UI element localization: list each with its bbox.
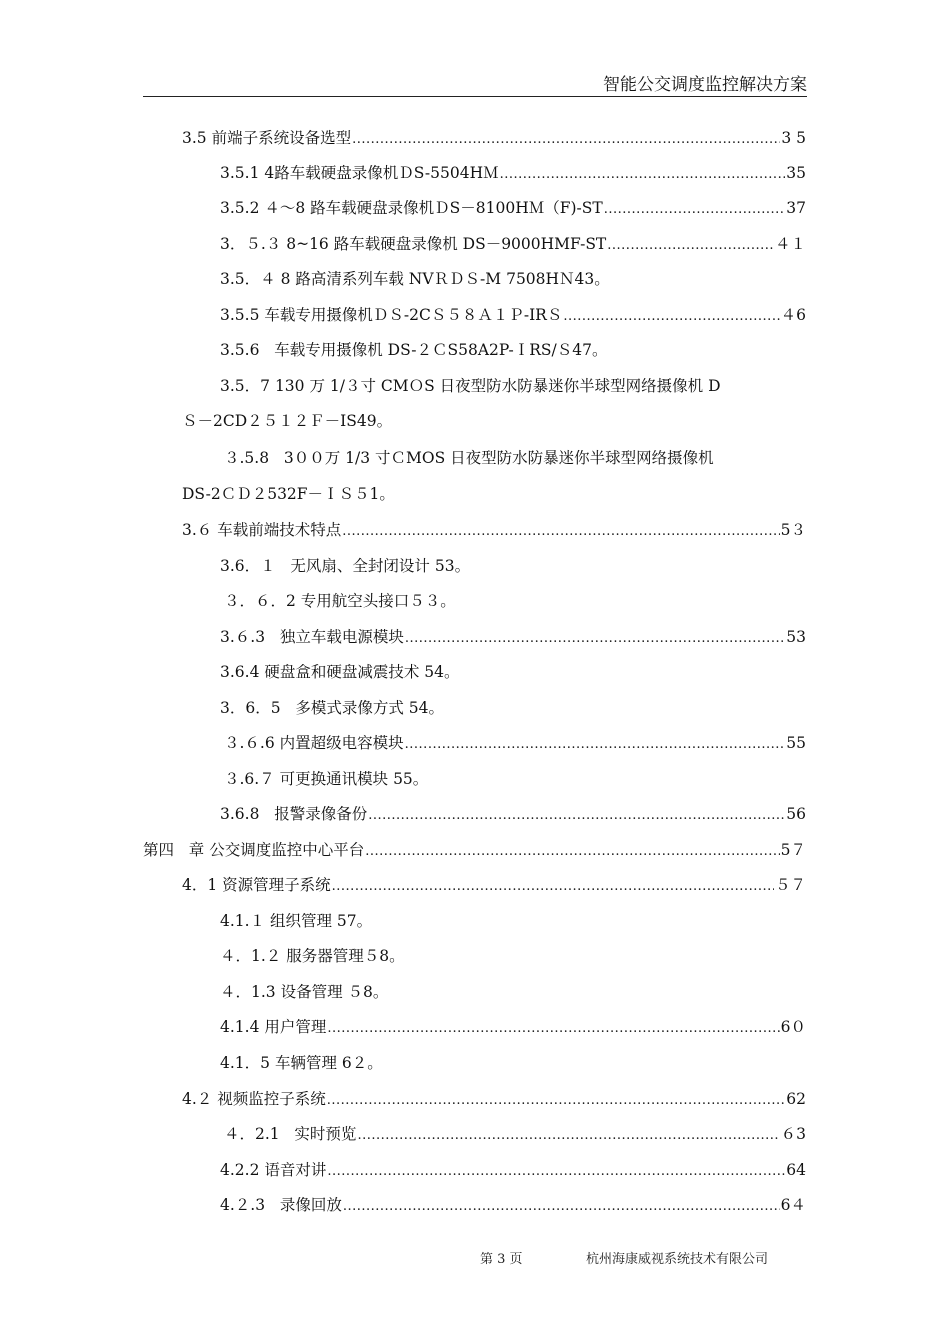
toc-entry-text: 3.6.4 硬盘盒和硬盘减震技术 54。 <box>220 663 460 681</box>
toc-entry[interactable] <box>182 1087 806 1111</box>
toc-entry[interactable] <box>220 1015 806 1039</box>
footer-company-name: 杭州海康威视系统技术有限公司 <box>586 1252 769 1267</box>
toc-entry-text: 4.２ 视频监控子系统 <box>182 1090 326 1108</box>
toc-entry[interactable] <box>220 980 806 1004</box>
toc-entry-page: 55 <box>786 734 806 752</box>
toc-entry[interactable] <box>220 660 806 684</box>
toc-entry-text: 4.1.4 用户管理 <box>220 1018 327 1036</box>
toc-entry-text: 4.1.１ 组织管理 57。 <box>220 912 373 930</box>
toc-entry-text: ３.5.8 3００万 1/3 寸ＣMOS 日夜型防水防暴迷你半球型网络摄像机 <box>224 449 714 467</box>
toc-entry-text: 4.1．5 车辆管理 6２。 <box>220 1054 383 1072</box>
toc-entry-text: ３.６.6 内置超级电容模块 <box>224 734 404 752</box>
toc-entry-continuation[interactable] <box>182 482 806 506</box>
toc-entry-text: 3.6．１ 无风扇、全封闭设计 53。 <box>220 557 471 575</box>
toc-entry-page: 62 <box>786 1090 806 1108</box>
toc-entry-page: 37 <box>786 199 806 217</box>
toc-entry-text: 3.5．４ 8 路高清系列车载 NVＲＤＳ-M 7508HＮ43。 <box>220 270 610 288</box>
toc-entry-page: 5３ <box>780 521 806 539</box>
toc-entry-text: ４．1.２ 服务器管理５8。 <box>220 947 405 965</box>
toc-entry[interactable] <box>220 944 806 968</box>
toc-entry-text: 3.６.3 独立车载电源模块 <box>220 628 404 646</box>
toc-chapter-entry[interactable] <box>143 838 806 862</box>
dot-leader <box>357 1124 779 1146</box>
toc-entry-page: 5７ <box>780 841 806 859</box>
toc-entry-text: 4．1 资源管理子系统 <box>182 876 331 894</box>
dot-leader <box>604 198 786 220</box>
dot-leader <box>500 163 786 185</box>
toc-entry[interactable] <box>220 802 806 826</box>
toc-entry-text: 3.5.5 车载专用摄像机ＤＳ-2CＳ５８Ａ１Ｐ-IRＳ <box>220 306 563 324</box>
toc-entry-page: 56 <box>786 805 806 823</box>
toc-entry-text: 3.5.1 4路车载硬盘录像机ＤS-5504HＭ <box>220 164 499 182</box>
dot-leader <box>405 733 786 755</box>
toc-entry[interactable] <box>220 267 806 291</box>
toc-entry[interactable] <box>224 1122 806 1146</box>
toc-entry-text: 3．５.３ 8~16 路车载硬盘录像机 DS－9000HMF-ST <box>220 235 607 253</box>
toc-entry[interactable] <box>224 767 806 791</box>
toc-entry[interactable] <box>220 696 806 720</box>
toc-entry-text: 3.5.6 车载专用摄像机 DS-２ＣS58A2P-ＩRS/Ｓ47。 <box>220 341 608 359</box>
toc-entry-page: 64 <box>786 1161 806 1179</box>
toc-entry-text: 第四 章 公交调度监控中心平台 <box>143 841 365 859</box>
toc-entry-page: 6０ <box>780 1018 806 1036</box>
toc-entry-page: 3 5 <box>781 129 806 147</box>
toc-entry-text: ３．６．2 专用航空头接口５３。 <box>224 592 456 610</box>
toc-entry[interactable] <box>224 731 806 755</box>
toc-entry[interactable] <box>220 338 806 362</box>
toc-entry[interactable] <box>220 303 806 327</box>
toc-entry[interactable] <box>224 589 810 613</box>
toc-entry[interactable] <box>220 161 806 185</box>
toc-entry-text: 4.2.2 语音对讲 <box>220 1161 327 1179</box>
toc-entry-text: 3.5 前端子系统设备选型 <box>182 129 352 147</box>
toc-entry[interactable] <box>220 909 806 933</box>
dot-leader <box>365 840 779 862</box>
toc-entry-text: 3.5．7 130 万 1/３寸 CMＯS 日夜型防水防暴迷你半球型网络摄像机 D <box>220 377 721 395</box>
dot-leader <box>607 234 774 256</box>
toc-entry[interactable] <box>220 625 806 649</box>
toc-entry[interactable] <box>182 873 806 897</box>
dot-leader <box>342 520 779 542</box>
toc-entry-page: 35 <box>786 164 806 182</box>
toc-entry[interactable] <box>220 1158 806 1182</box>
toc-entry-text: ３.6.７ 可更换通讯模块 55。 <box>224 770 429 788</box>
dot-leader <box>343 1195 780 1217</box>
dot-leader <box>352 128 780 150</box>
toc-entry[interactable] <box>182 518 806 542</box>
toc-entry-text: 3.６ 车载前端技术特点 <box>182 521 342 539</box>
toc-entry-continuation[interactable] <box>182 409 806 433</box>
toc-entry[interactable] <box>220 1193 806 1217</box>
toc-entry-text: DS-2ＣＤ２532F－ＩＳ５1。 <box>182 485 395 503</box>
toc-entry-page: 6４ <box>780 1196 806 1214</box>
dot-leader <box>405 627 785 649</box>
toc-entry-page: ４１ <box>774 235 806 253</box>
dot-leader <box>332 875 774 897</box>
toc-entry[interactable] <box>220 1051 806 1075</box>
dot-leader <box>368 804 785 826</box>
toc-entry-text: Ｓ－2CD２５１２Ｆ－IS49。 <box>182 412 393 430</box>
toc-entry-page: 53 <box>786 628 806 646</box>
toc-entry[interactable] <box>220 196 806 220</box>
toc-entry[interactable] <box>220 232 806 256</box>
toc-entry-page: ５７ <box>774 876 806 894</box>
dot-leader <box>563 305 779 327</box>
toc-entry-text: 3．6．5 多模式录像方式 54。 <box>220 699 445 717</box>
toc-entry-text: 3.5.2 ４～8 路车载硬盘录像机ＤS－8100HＭ（F)-ST <box>220 199 603 217</box>
toc-entry-page: ４6 <box>780 306 806 324</box>
page-footer <box>0 1246 950 1270</box>
toc-entry[interactable] <box>182 126 806 150</box>
footer-page-number: 第 3 页 <box>480 1252 523 1267</box>
dot-leader <box>327 1160 785 1182</box>
toc-entry-text: ４．2.1 实时预览 <box>224 1125 357 1143</box>
toc-entry-text: 3.6.8 报警录像备份 <box>220 805 368 823</box>
dot-leader <box>327 1017 779 1039</box>
toc-entry[interactable] <box>224 446 810 470</box>
toc-entry[interactable] <box>220 554 806 578</box>
toc-entry[interactable] <box>220 374 810 398</box>
dot-leader <box>327 1089 786 1111</box>
header-title: 智能公交调度监控解决方案 <box>603 75 807 95</box>
toc-entry-text: ４．1.3 设备管理 ５8。 <box>220 983 389 1001</box>
toc-entry-page: ６3 <box>780 1125 806 1143</box>
toc-entry-text: 4.２.3 录像回放 <box>220 1196 342 1214</box>
